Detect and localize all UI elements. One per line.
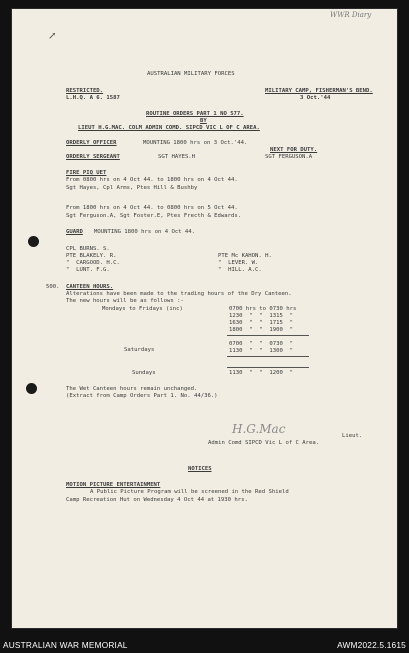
footer-id: AWM2022.5.1615 <box>337 640 406 650</box>
guard-member: CPL BURNS. S. <box>66 246 110 252</box>
orderly-sergeant-label: ORDERLY SERGEANT <box>66 154 120 160</box>
notices-heading: NOTICES <box>188 466 212 472</box>
fire-picquet-line: Sgt Hayes, Cpl Arms, Ptes Hill & Bushby <box>66 185 198 191</box>
item-number: 500. <box>46 284 60 290</box>
extract-note: (Extract from Camp Orders Part 1. No. 44/36.) <box>66 393 218 399</box>
hours-row: 0700 hrs to 0730 hrs <box>229 306 297 312</box>
sunday-label: Sundays <box>132 370 156 376</box>
guard-member: " CARGOOD. H.C. <box>66 260 120 266</box>
saturday-label: Saturdays <box>124 347 155 353</box>
guard-member: PTE Mc KAHON. H. <box>218 253 272 259</box>
document-page <box>12 9 397 628</box>
notice-line: Camp Recreation Hut on Wednesday 4 Oct 44 at 1930 hrs. <box>66 497 248 503</box>
orders-heading: ROUTINE ORDERS PART 1 NO 577. <box>146 111 244 117</box>
hours-row: 1230 " " 1315 " <box>229 313 293 319</box>
hours-row: 1800 " " 1900 " <box>229 327 293 333</box>
orders-officer: LIEUT H.G.MAC. COLM ADMIN COMD. SIPCD VIC L OF C AREA. <box>78 125 260 131</box>
orderly-sergeant-next: SGT FERGUSON.A <box>265 154 313 160</box>
guard-member: PTE BLAKELY. R. <box>66 253 117 259</box>
orderly-officer-label: ORDERLY OFFICER <box>66 140 117 146</box>
wet-canteen-note: The Wet Canteen hours remain unchanged. <box>66 386 198 392</box>
next-for-duty: NEXT FOR DUTY. <box>270 147 318 153</box>
pencil-mark: ↗ <box>48 31 57 42</box>
fire-picquet-line: Sgt Ferguson.A, Sgt Foster.E, Ptes Frecth & Edwards. <box>66 213 242 219</box>
document-date: 3 Oct.'44 <box>300 95 331 101</box>
hours-divider <box>227 356 309 357</box>
signature: H.G.Mac <box>232 422 286 436</box>
signature-rank: Lieut. <box>342 433 363 439</box>
canteen-heading: CANTEEN HOURS. <box>66 284 114 290</box>
weekday-label: Mondays to Fridays (inc) <box>102 306 183 312</box>
notice-line: A Public Picture Program will be screened in the Red Shield <box>90 489 289 495</box>
camp-name: MILITARY CAMP, FISHERMAN'S BEND. <box>265 88 373 94</box>
document-title: AUSTRALIAN MILITARY FORCES <box>147 71 235 77</box>
fire-picquet-line: From 1800 hrs on 4 Oct 44. to 0800 hrs on 5 Oct 44. <box>66 205 238 211</box>
guard-text: MOUNTING 1800 hrs on 4 Oct 44. <box>94 229 196 235</box>
punch-hole <box>26 383 37 394</box>
lhq-reference: L.H.Q. A 6. 1587 <box>66 95 120 101</box>
orderly-sergeant-name: SGT HAYES.H <box>158 154 196 160</box>
fire-picquet-line: From 0800 hrs on 4 Oct 44. to 1800 hrs on 4 Oct 44. <box>66 177 238 183</box>
signature-title: Admin Comd SIPCD Vic L of C Area. <box>208 440 320 446</box>
canteen-intro: Alterations have been made to the trading hours of the Dry Canteen. <box>66 291 292 297</box>
guard-member: " LEVER. W. <box>218 260 259 266</box>
hours-divider <box>227 367 309 368</box>
notices-subheading: MOTION PICTURE ENTERTAINMENT <box>66 482 161 488</box>
hours-row: 1130 " " 1200 " <box>229 370 293 376</box>
canteen-intro: The new hours will be as follows :- <box>66 298 184 304</box>
hours-row: 0700 " " 0730 " <box>229 341 293 347</box>
handwritten-annotation: WWR Diary <box>330 11 372 19</box>
guard-heading: GUARD <box>66 229 83 235</box>
orders-by: BY <box>200 118 207 124</box>
punch-hole <box>28 236 39 247</box>
hours-row: 1130 " " 1300 " <box>229 348 293 354</box>
hours-row: 1630 " " 1715 " <box>229 320 293 326</box>
guard-member: " LUNT. F.G. <box>66 267 110 273</box>
hours-divider <box>227 335 309 336</box>
guard-member: " HILL. A.C. <box>218 267 262 273</box>
orderly-officer-text: MOUNTING 1800 hrs on 3 Oct.'44. <box>143 140 248 146</box>
restricted-label: RESTRICTED. <box>66 88 104 94</box>
fire-picquet-heading: FIRE PIQ UET <box>66 170 107 176</box>
footer-credit: AUSTRALIAN WAR MEMORIAL <box>3 640 128 650</box>
